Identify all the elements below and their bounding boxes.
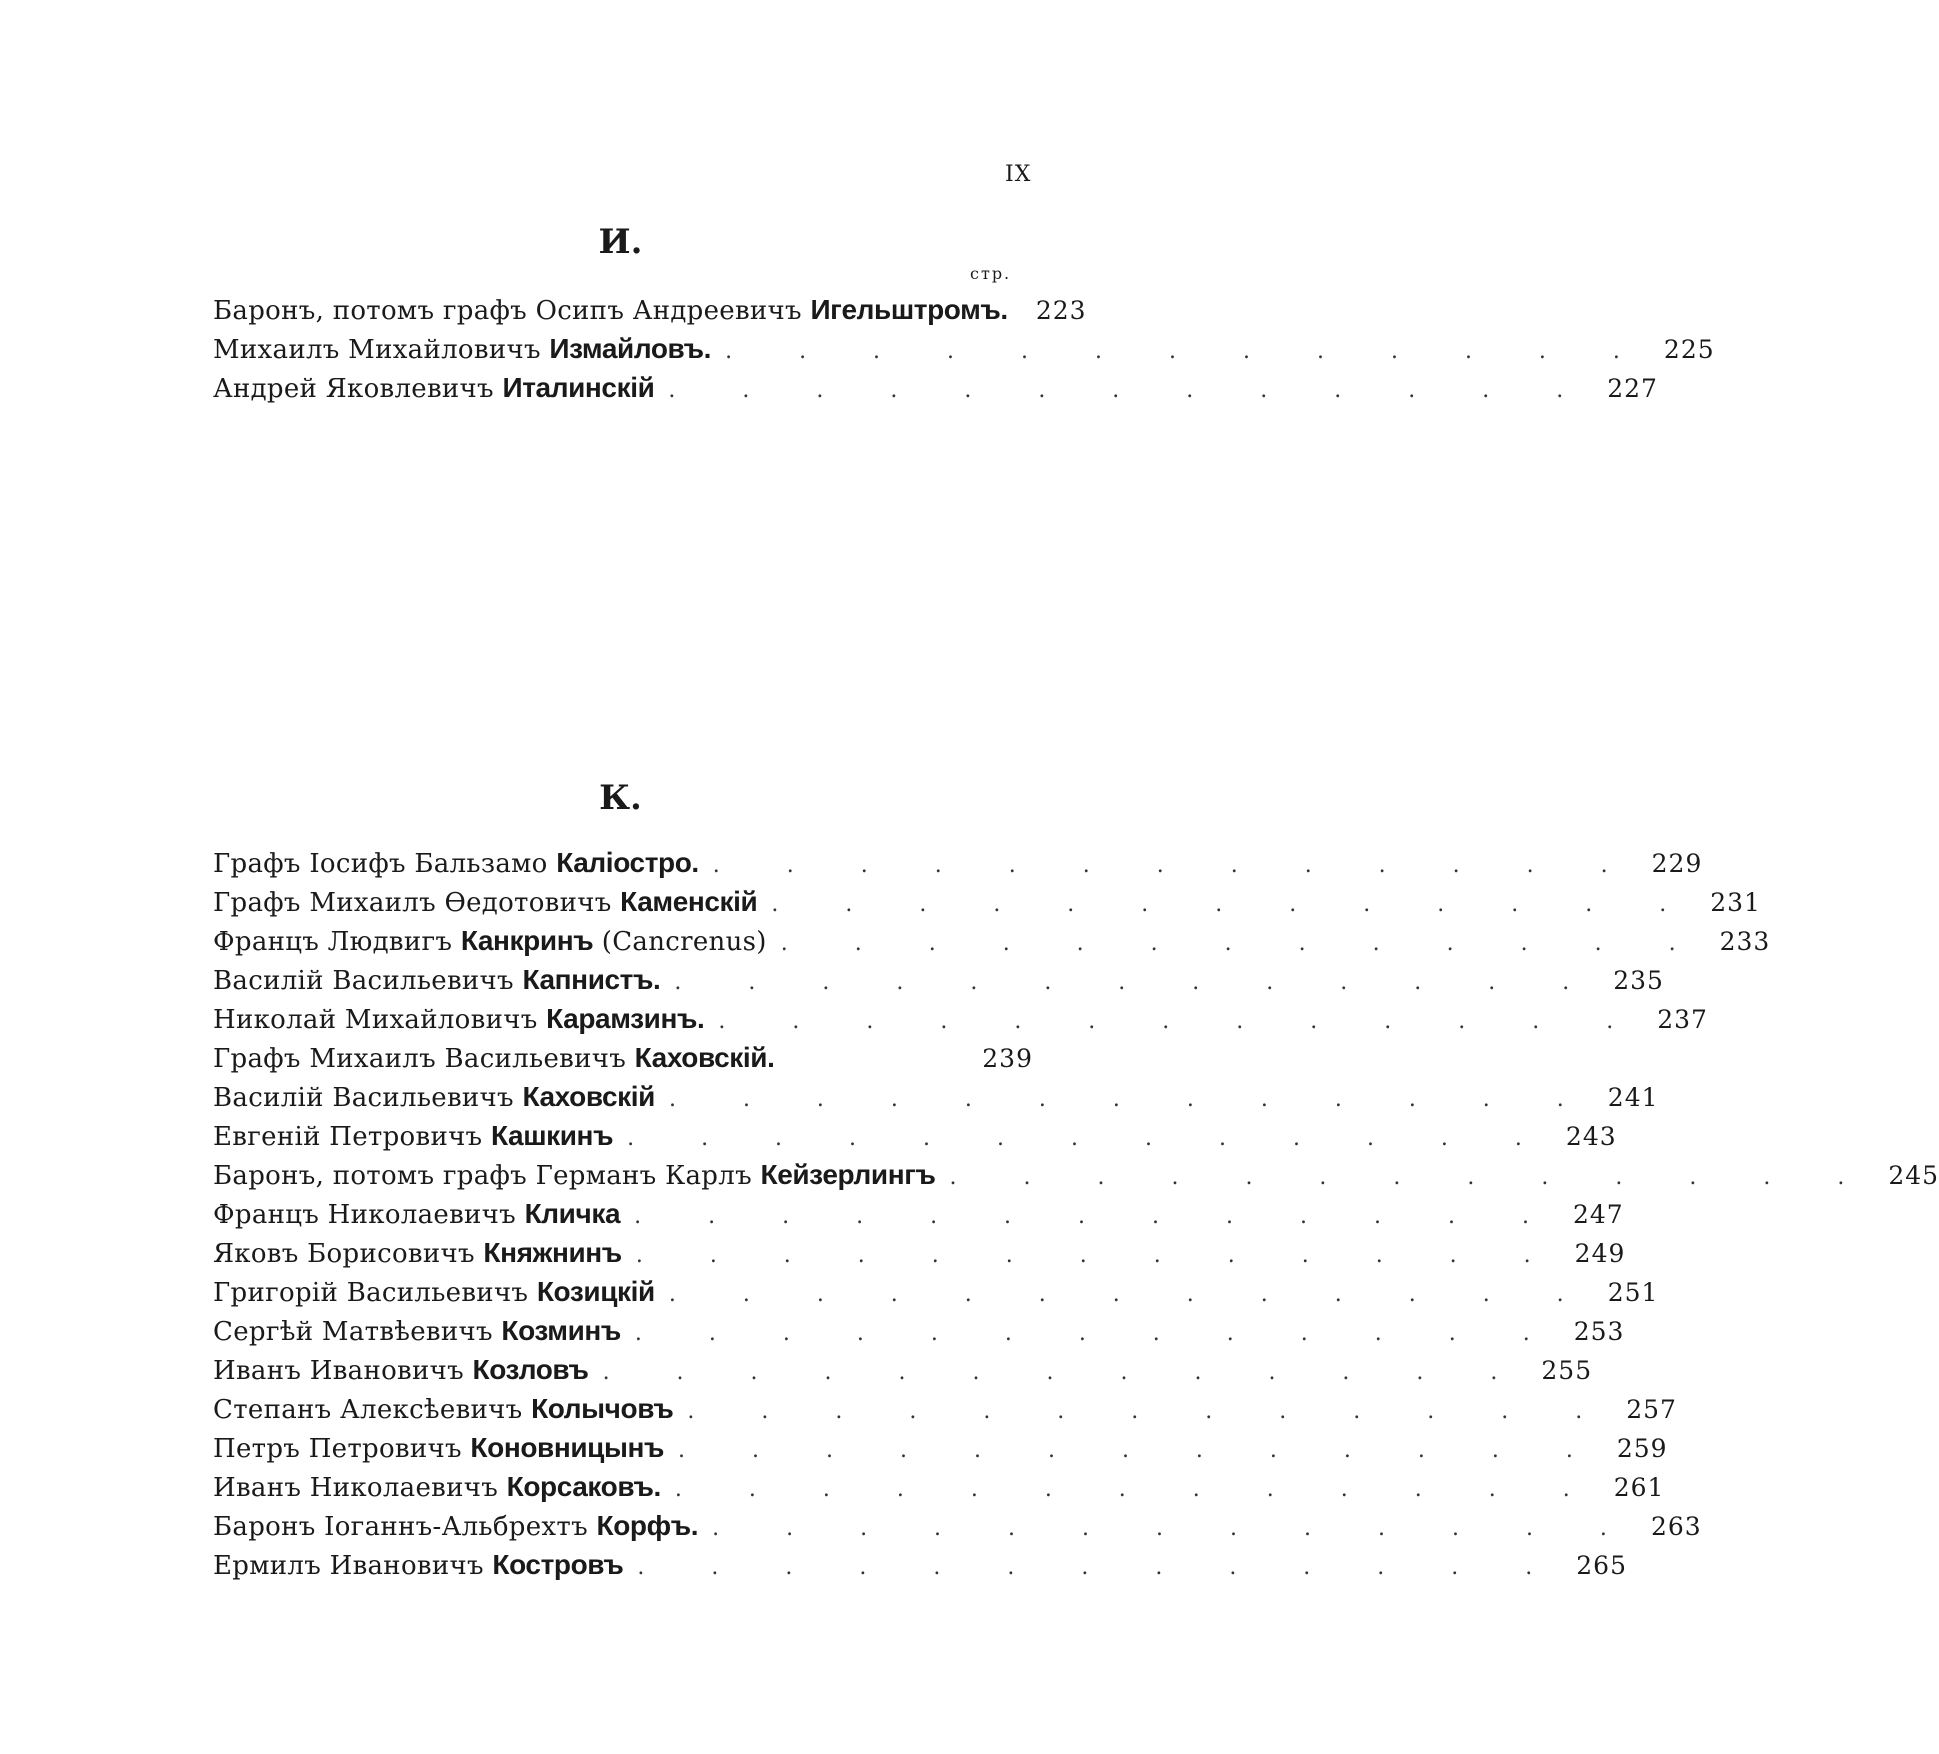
entry-surname: Корфъ. [596,1510,699,1541]
entry-page: 253 [1573,1317,1625,1346]
entry-name [213,368,654,409]
entry-name [213,1428,664,1469]
dot-leader: . . . . . . . . . . . . . [635,1243,1561,1268]
section-heading-i: И. [598,222,643,262]
toc-entry [213,1545,1627,1584]
entry-surname: Каменскій [620,886,758,917]
entry-page: 233 [1719,927,1771,956]
toc-entry [213,290,1087,329]
toc-entry [213,921,1771,960]
entry-prefix: Иванъ Николаевичъ [213,1473,499,1503]
entry-name [213,1311,621,1352]
entry-name [213,1194,620,1235]
entry-page: 229 [1651,849,1703,878]
toc-entry [213,1311,1625,1350]
entry-name [213,843,699,884]
entry-surname: Каховскій [522,1081,655,1112]
dot-leader: . . . . . . . . . . . . . [668,1087,1594,1112]
entry-page: 225 [1663,335,1715,364]
toc-entry [213,1038,1033,1077]
toc-entry [213,329,1715,368]
dot-leader: . . . . . . . . . . . . . [678,1438,1603,1463]
entry-page: 241 [1607,1083,1659,1112]
entry-surname: Колычовъ [531,1393,674,1424]
entry-page: 257 [1626,1395,1677,1424]
entry-prefix: Яковъ Борисовичъ [213,1239,475,1269]
entry-surname: Карамзинъ. [546,1003,705,1034]
entry-prefix: Андрей Яковлевичъ [213,374,494,404]
entry-prefix: Николай Михайловичъ [213,1005,538,1035]
entry-surname: Княжнинъ [483,1237,622,1268]
dot-leader: . . . . . . . . . . . . . [712,1516,1637,1541]
dot-leader: . . . . . . . . . . . . . [668,1282,1594,1307]
entry-name [213,1233,622,1274]
entry-name [213,1545,623,1586]
entry-page: 251 [1607,1278,1659,1307]
entry-prefix: Ермилъ Ивановичъ [213,1551,484,1581]
toc-entry [213,999,1708,1038]
entry-surname: Козицкій [536,1276,655,1307]
entry-prefix: Григорій Васильевичъ [213,1278,529,1308]
entry-surname: Коновницынъ [470,1432,665,1463]
dot-leader: . . . . . . . . . . . . . [634,1204,1559,1229]
entry-prefix: Францъ Николаевичъ [213,1200,516,1230]
entry-page: 261 [1613,1473,1665,1502]
entry-name [213,1116,613,1157]
toc-entry [213,1467,1665,1506]
dot-leader: . . . . . . . . . . . . . [627,1126,1552,1151]
toc-entry [213,1389,1677,1428]
entry-page: 265 [1576,1551,1627,1580]
entry-prefix: Баронъ, потомъ графъ Осипъ Андреевичъ [213,296,802,326]
entry-surname: Костровъ [492,1549,624,1580]
entry-page: 263 [1650,1512,1702,1541]
dot-leader: . . . . . . . . . . . . . [637,1555,1563,1580]
dot-leader: . . . . . . . . . . . . . [718,1009,1644,1034]
entry-prefix: Степанъ Алексѣевичъ [213,1395,523,1425]
entry-page: 259 [1616,1434,1668,1463]
entry-name [213,1038,774,1079]
dot-leader: . . . . . . . . . . . . . [712,853,1638,878]
toc-entry [213,882,1761,921]
toc-entry [213,368,1658,407]
entry-prefix: Графъ Іосифъ Бальзамо [213,849,548,879]
toc-entry [213,1272,1659,1311]
entry-surname: Кличка [524,1198,621,1229]
toc-entry [213,843,1703,882]
toc-entry [213,1194,1624,1233]
toc-entry [213,1350,1593,1389]
dot-leader: . . . . . . . . . . . . . [725,339,1650,364]
entry-prefix: Петръ Петровичъ [213,1434,462,1464]
dot-leader: . . . . . . . . . . . . . [668,378,1594,403]
entry-prefix: Сергѣй Матвѣевичъ [213,1317,493,1347]
entry-page: 255 [1541,1356,1593,1385]
dot-leader: . . . . . . . . . . . . . [634,1321,1560,1346]
dot-leader: . . . . . . . . . . . . . [674,970,1600,995]
entry-name [213,921,767,962]
entry-surname: Игельштромъ. [810,294,1008,325]
entry-surname: Корсаковъ. [506,1471,661,1502]
entry-name [213,999,704,1040]
entry-name [213,1272,655,1313]
entry-name [213,290,1008,331]
dot-leader: . . . . . . . . . . . . . [949,1165,1875,1190]
page-number: IX [1005,162,1032,187]
entry-surname: Каховскій. [634,1042,775,1073]
entry-page: 239 [982,1044,1033,1073]
entry-name [213,1467,661,1508]
entry-prefix: Василій Васильевичъ [213,966,514,996]
toc-entry [213,960,1664,999]
entry-page: 243 [1565,1122,1617,1151]
entry-name [213,329,711,370]
entry-surname: Капнистъ. [522,964,661,995]
dot-leader: . . . . . . . . . . . . . [687,1399,1613,1424]
entry-prefix: Михаилъ Михайловичъ [213,335,541,365]
toc-entry [213,1077,1659,1116]
entry-surname: Кейзерлингъ [760,1159,936,1190]
entry-prefix: Графъ Михаилъ Васильевичъ [213,1044,627,1074]
entry-surname: Италинскій [502,372,655,403]
toc-entry [213,1428,1668,1467]
dot-leader: . . . . . . . . . . . . . [771,892,1697,917]
entry-surname: Кашкинъ [490,1120,614,1151]
entry-prefix: Баронъ, потомъ графъ Германъ Карлъ [213,1161,752,1191]
entry-name [213,1389,673,1430]
entry-name [213,1350,589,1391]
entry-page: 237 [1657,1005,1708,1034]
toc-list-k [213,843,1939,1584]
entry-name [213,960,660,1001]
entry-prefix: Василій Васильевичъ [213,1083,514,1113]
toc-entry [213,1233,1626,1272]
column-label-pages: стр. [970,264,1012,283]
entry-suffix: (Cancrenus) [593,927,767,957]
entry-prefix: Евгеній Петровичъ [213,1122,483,1152]
entry-name [213,1155,936,1196]
dot-leader: . . . . . . . . . . . . . [780,931,1706,956]
entry-page: 227 [1607,374,1658,403]
toc-entry [213,1506,1702,1545]
dot-leader: . . . . . . . . . . . . . [602,1360,1528,1385]
entry-page: 245 [1888,1161,1939,1190]
entry-page: 231 [1710,888,1761,917]
section-heading-k: К. [599,778,642,818]
toc-entry [213,1155,1939,1194]
entry-surname: Каліостро. [556,847,699,878]
entry-prefix: Иванъ Ивановичъ [213,1356,464,1386]
entry-prefix: Францъ Людвигъ [213,927,453,957]
entry-name [213,882,757,923]
entry-prefix: Баронъ Іоганнъ-Альбрехтъ [213,1512,588,1542]
entry-page: 235 [1613,966,1664,995]
entry-page: 247 [1572,1200,1624,1229]
toc-entry [213,1116,1617,1155]
entry-page: 223 [1035,296,1087,325]
toc-list-i [213,290,1715,407]
entry-surname: Канкринъ [460,925,594,956]
entry-name [213,1077,655,1118]
dot-leader: . . . . . . . . . . . . . [674,1477,1600,1502]
entry-prefix: Графъ Михаилъ Ѳедотовичъ [213,888,612,918]
entry-surname: Козминъ [501,1315,621,1346]
entry-surname: Измайловъ. [549,333,712,364]
entry-page: 249 [1574,1239,1626,1268]
entry-name [213,1506,698,1547]
entry-surname: Козловъ [472,1354,589,1385]
